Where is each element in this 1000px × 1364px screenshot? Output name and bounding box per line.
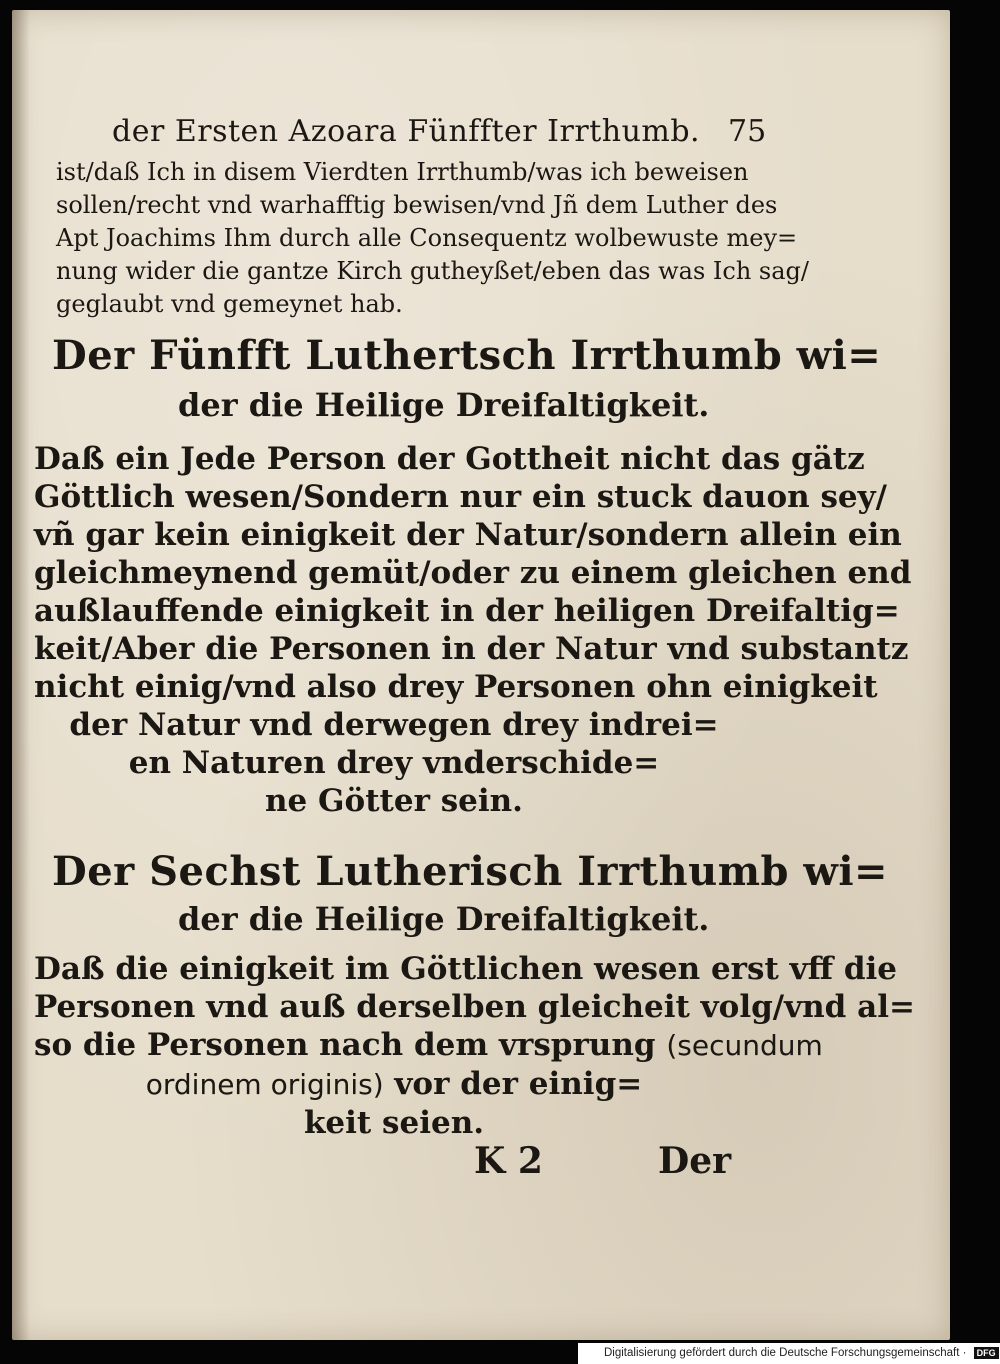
intro-line: Apt Joachims Ihm durch alle Consequentz wolbewuste mey= bbox=[56, 224, 798, 252]
book-page bbox=[12, 10, 950, 1340]
scan-credit bbox=[578, 1343, 1000, 1364]
running-title: der Ersten Azoara Fünffter Irrthumb. bbox=[112, 114, 701, 149]
section6-line: keit seien. bbox=[303, 1105, 485, 1141]
section5-line: vñ gar kein einigkeit der Natur/sondern allein ein bbox=[34, 517, 902, 553]
intro-paragraph bbox=[56, 156, 809, 321]
section5-line: Daß ein Jede Person der Gottheit nicht das gätz bbox=[34, 441, 865, 477]
section5-title: Der Fünfft Luthertsch Irrthumb wi= bbox=[52, 332, 882, 379]
latin-phrase: (secundum bbox=[666, 1029, 823, 1062]
intro-line: geglaubt vnd gemeynet hab. bbox=[56, 290, 403, 318]
section5-line: nicht einig/vnd also drey Personen ohn einigkeit bbox=[34, 669, 878, 705]
section6-line: Daß die einigkeit im Göttlichen wesen erst vff die bbox=[34, 951, 898, 987]
signature-mark: K 2 bbox=[474, 1140, 543, 1182]
section6-title: Der Sechst Lutherisch Irrthumb wi= bbox=[52, 848, 889, 895]
section6-line: Personen vnd auß derselben gleicheit volg/vnd al= bbox=[34, 989, 915, 1025]
page-gutter-shadow bbox=[12, 10, 30, 1340]
intro-line: nung wider die gantze Kirch gutheyßet/eben das was Ich sag/ bbox=[56, 257, 809, 285]
section5-line: gleichmeynend gemüt/oder zu einem gleichen end bbox=[34, 555, 912, 591]
section6-line bbox=[34, 1065, 754, 1104]
section6-line-text: so die Personen nach dem vrsprung bbox=[34, 1027, 656, 1063]
latin-phrase: ordinem originis) bbox=[145, 1068, 384, 1101]
section5-body bbox=[34, 440, 912, 820]
folio-number: 75 bbox=[728, 114, 767, 149]
section5-line: Göttlich wesen/Sondern nur ein stuck dauon sey/ bbox=[34, 479, 887, 515]
section5-line: außlauffende einigkeit in der heiligen Dreifaltig= bbox=[34, 593, 900, 629]
section5-line: keit/Aber die Personen in der Natur vnd substantz bbox=[34, 631, 909, 667]
section6-body bbox=[34, 950, 915, 1142]
section6-line-text: vor der einig= bbox=[394, 1066, 643, 1102]
section5-subtitle: der die Heilige Dreifaltigkeit. bbox=[178, 386, 710, 424]
section6-line bbox=[34, 1026, 823, 1065]
section6-subtitle: der die Heilige Dreifaltigkeit. bbox=[178, 900, 710, 938]
catchword: Der bbox=[658, 1140, 732, 1182]
section5-line: ne Götter sein. bbox=[265, 783, 523, 819]
scan-credit-text: Digitalisierung gefördert durch die Deutsche Forschungsgemeinschaft · bbox=[604, 1347, 967, 1359]
section5-line: der Natur vnd derwegen drey indrei= bbox=[69, 707, 719, 743]
intro-line: ist/daß Ich in disem Vierdten Irrthumb/was ich beweisen bbox=[56, 158, 749, 186]
intro-line: sollen/recht vnd warhafftig bewisen/vnd Jñ dem Luther des bbox=[56, 191, 778, 219]
dfg-logo: DFG bbox=[974, 1347, 999, 1359]
section5-line: en Naturen drey vnderschide= bbox=[128, 745, 660, 781]
